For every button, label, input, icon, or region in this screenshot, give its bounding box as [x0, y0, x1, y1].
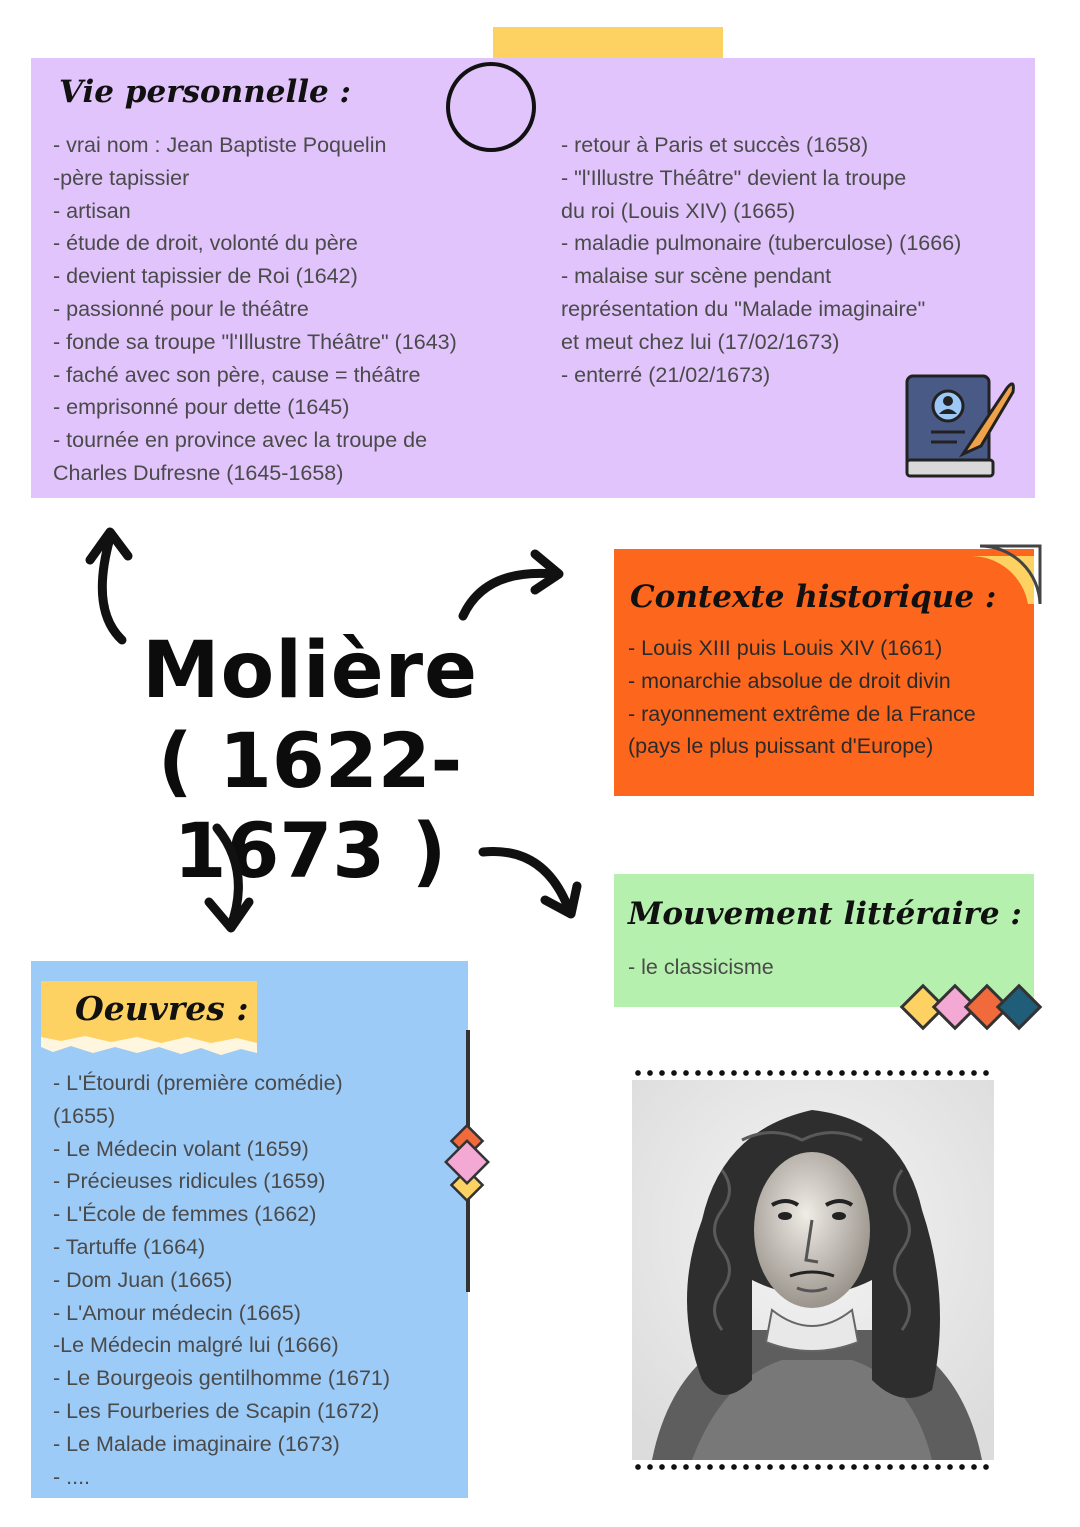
- list-item: représentation du "Malade imaginaire": [561, 296, 926, 321]
- book-quill-icon: [903, 368, 1019, 484]
- dotted-divider: [632, 1070, 994, 1076]
- list-item: - retour à Paris et succès (1658): [561, 133, 869, 157]
- dotted-divider: [632, 1464, 994, 1470]
- list-item: - Le Bourgeois gentilhomme (1671): [53, 1366, 391, 1391]
- list-item: - Les Fourberies de Scapin (1672): [53, 1398, 380, 1423]
- list-item: - vrai nom : Jean Baptiste Poquelin: [53, 133, 387, 157]
- list-item: - tournée en province avec la troupe de: [53, 428, 428, 453]
- arrow-up-icon: [70, 520, 150, 650]
- moliere-portrait-image: [632, 1080, 994, 1460]
- title-name: Molière: [142, 626, 478, 716]
- list-item: - malaise sur scène pendant: [561, 264, 832, 289]
- mouvement-list: [628, 951, 774, 984]
- title-years: ( 1622-1673 ): [157, 716, 463, 895]
- mouvement-heading: Mouvement littéraire :: [628, 896, 1022, 932]
- list-item: - fonde sa troupe "l'Illustre Théâtre" (1643): [53, 329, 457, 354]
- oeuvres-heading: Oeuvres :: [75, 989, 249, 1028]
- list-item: (pays le plus puissant d'Europe): [628, 734, 934, 759]
- list-item: - étude de droit, volonté du père: [53, 231, 358, 256]
- vie-left-list: [53, 129, 457, 490]
- list-item: - maladie pulmonaire (tuberculose) (1666): [561, 231, 962, 256]
- list-item: - Tartuffe (1664): [53, 1234, 206, 1259]
- arrow-right-down-icon: [475, 840, 585, 925]
- list-item: (1655): [53, 1103, 116, 1128]
- list-item: et meut chez lui (17/02/1673): [561, 329, 840, 354]
- list-item: - ....: [53, 1464, 91, 1489]
- list-item: - passionné pour le théâtre: [53, 296, 309, 321]
- list-item: - L'Amour médecin (1665): [53, 1300, 301, 1325]
- corner-arc-decoration: [962, 542, 1044, 608]
- list-item: du roi (Louis XIV) (1665): [561, 198, 796, 223]
- list-item: - "l'Illustre Théâtre" devient la troupe: [561, 165, 907, 190]
- line-diamond-decoration: [444, 1026, 492, 1298]
- circle-decoration: [446, 62, 536, 152]
- list-item: - Dom Juan (1665): [53, 1267, 233, 1292]
- vie-personnelle-panel: [31, 58, 1035, 498]
- portrait-frame: [632, 1070, 994, 1470]
- list-item: - faché avec son père, cause = théâtre: [53, 362, 421, 387]
- list-item: - enterré (21/02/1673): [561, 362, 771, 387]
- vie-heading: Vie personnelle :: [59, 74, 351, 110]
- list-item: -Le Médecin malgré lui (1666): [53, 1333, 339, 1358]
- list-item: - Le Malade imaginaire (1673): [53, 1431, 340, 1456]
- list-item: - devient tapissier de Roi (1642): [53, 264, 358, 289]
- arrow-right-up-icon: [455, 548, 570, 623]
- list-item: -père tapissier: [53, 165, 190, 190]
- list-item: - L'École de femmes (1662): [53, 1202, 317, 1227]
- list-item: Charles Dufresne (1645-1658): [53, 460, 344, 485]
- list-item: - emprisonné pour dette (1645): [53, 395, 350, 420]
- contexte-heading: Contexte historique :: [630, 579, 997, 615]
- oeuvres-list: [53, 1067, 390, 1493]
- list-item: - le classicisme: [628, 955, 774, 979]
- contexte-list: [628, 632, 976, 763]
- arrow-down-icon: [195, 820, 265, 940]
- list-item: - L'Étourdi (première comédie): [53, 1071, 343, 1095]
- diamond-row-decoration: [896, 980, 1052, 1036]
- list-item: - rayonnement extrême de la France: [628, 701, 976, 726]
- list-item: - Le Médecin volant (1659): [53, 1136, 309, 1161]
- list-item: - monarchie absolue de droit divin: [628, 668, 951, 693]
- list-item: - Louis XIII puis Louis XIV (1661): [628, 636, 943, 660]
- vie-right-list: [561, 129, 961, 391]
- list-item: - artisan: [53, 198, 131, 223]
- oeuvres-panel: [31, 961, 468, 1498]
- list-item: - Précieuses ridicules (1659): [53, 1169, 326, 1194]
